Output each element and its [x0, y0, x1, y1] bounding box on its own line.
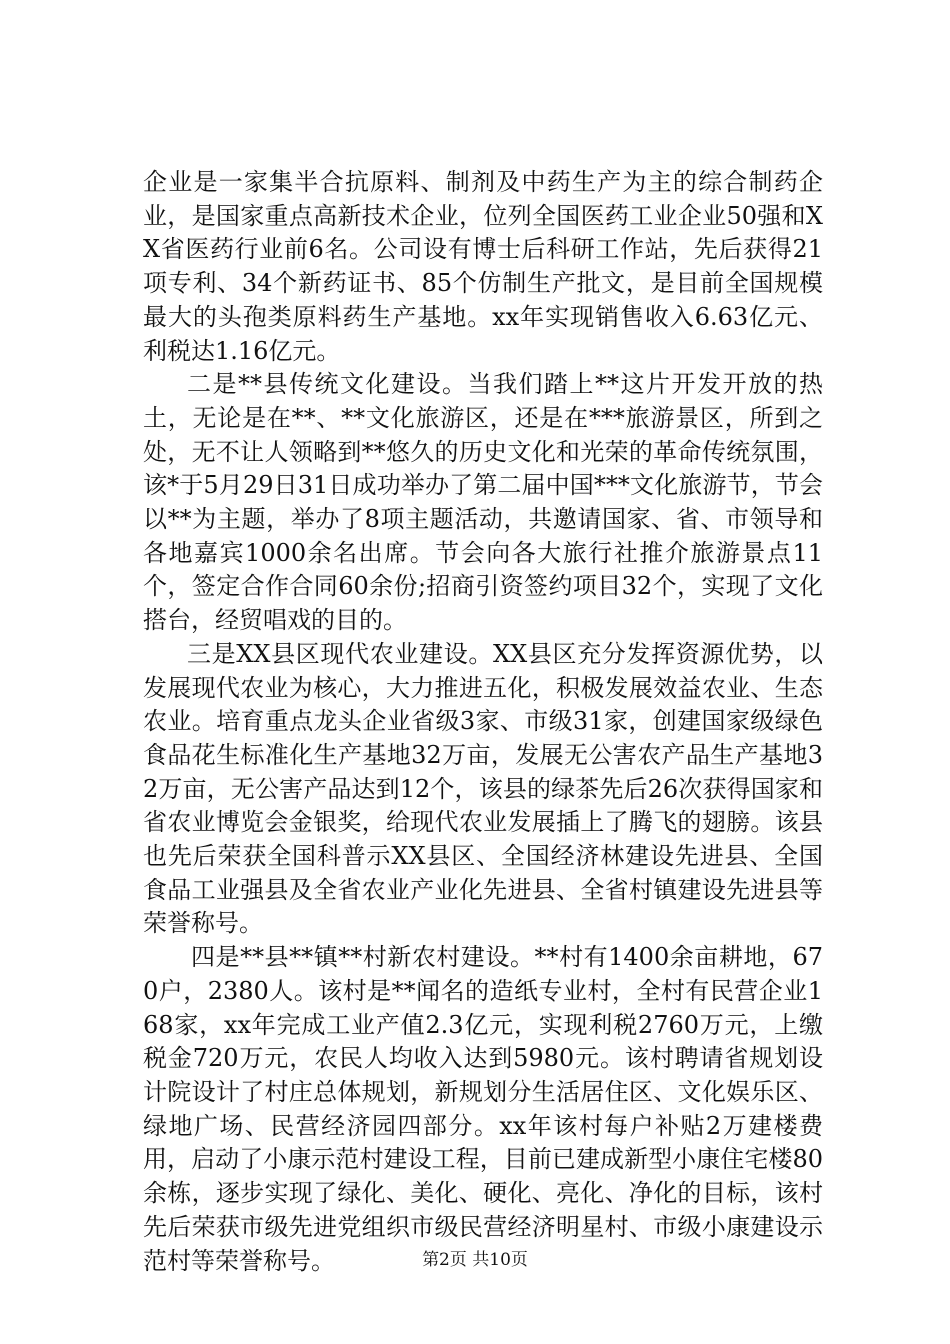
page-number-footer: 第2页 共10页	[422, 1250, 528, 1270]
paragraph-traditional-culture: 二是**县传统文化建设。当我们踏上**这片开发开放的热土，无论是在**、**文化旅游区，还是在***旅游景区，所到之处，无不让人领略到**悠久的历史文化和光荣的革命传统氛围，该*于5月29日31日成功举办了第二届中国***文化旅游节，节会以**为主题，举办了8项主题活动，共邀请国家、省、市领导和各地嘉宾1000余名出席。节会向各大旅行社推介旅游景点11个，签定合作合同60余份;招商引资签约项目32个，实现了文化搭台，经贸唱戏的目的。	[143, 370, 823, 635]
paragraph-company-intro: 企业是一家集半合抗原料、制剂及中药生产为主的综合制药企业，是国家重点高新技术企业，位列全国医药工业企业50强和XX省医药行业前6名。公司设有博士后科研工作站，先后获得21项专利、34个新药证书、85个仿制生产批文，是目前全国规模最大的头孢类原料药生产基地。xx年实现销售收入6.63亿元、利税达1.16亿元。	[143, 168, 823, 365]
document-body	[143, 166, 823, 1278]
paragraph-modern-agriculture: 三是XX县区现代农业建设。XX县区充分发挥资源优势，以发展现代农业为核心，大力推进五化，积极发展效益农业、生态农业。培育重点龙头企业省级3家、市级31家，创建国家级绿色食品花生标准化生产基地32万亩，发展无公害农产品生产基地32万亩，无公害产品达到12个，该县的绿茶先后26次获得国家和省农业博览会金银奖，给现代农业发展插上了腾飞的翅膀。该县也先后荣获全国科普示XX县区、全国经济林建设先进县、全国食品工业强县及全省农业产业化先进县、全省村镇建设先进县等荣誉称号。	[143, 639, 823, 938]
paragraph-new-village: 四是**县**镇**村新农村建设。**村有1400余亩耕地，670户，2380人。该村是**闻名的造纸专业村，全村有民营企业168家，xx年完成工业产值2.3亿元，实现利税2760万元，上缴税金720万元，农民人均收入达到5980元。该村聘请省规划设计院设计了村庄总体规划，新规划分生活居住区、文化娱乐区、绿地广场、民营经济园四部分。xx年该村每户补贴2万建楼费用，启动了小康示范村建设工程，目前已建成新型小康住宅楼80余栋，逐步实现了绿化、美化、硬化、亮化、净化的目标，该村先后荣获市级先进党组织市级民营经济明星村、市级小康建设示范村等荣誉称号。	[143, 943, 823, 1275]
